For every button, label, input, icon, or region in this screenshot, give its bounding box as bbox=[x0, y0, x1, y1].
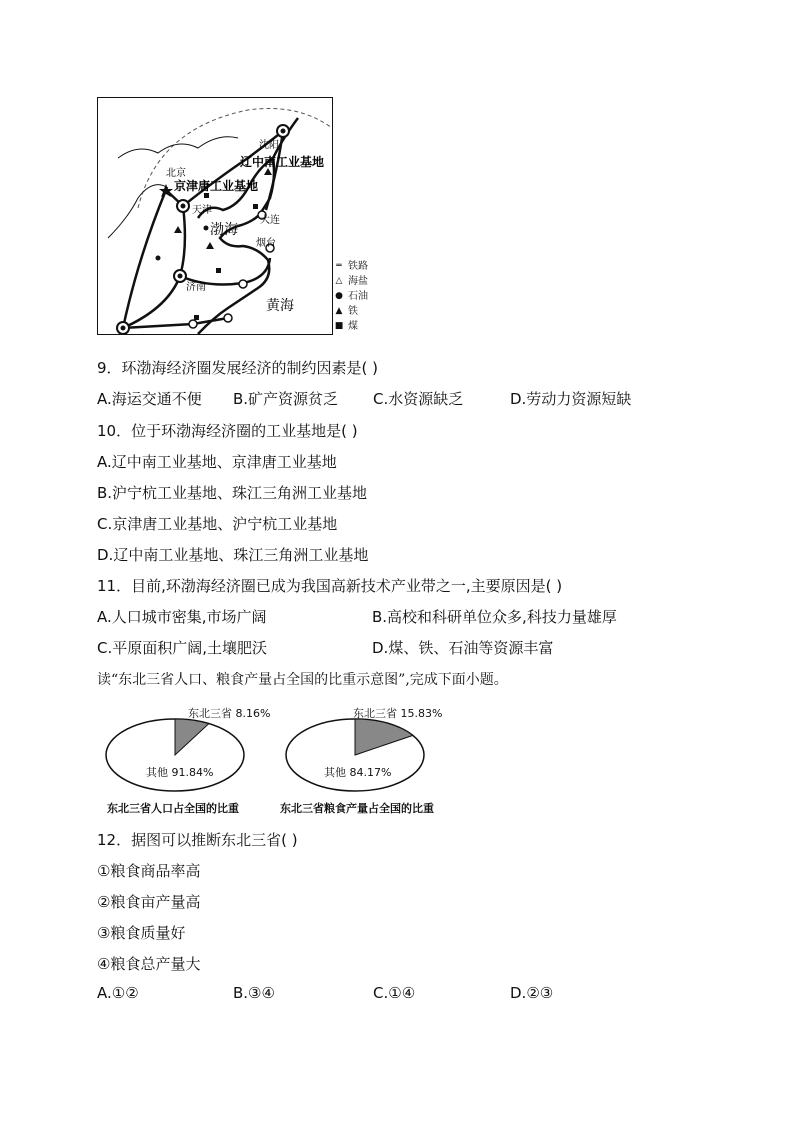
q12-option-a[interactable]: A.①② bbox=[97, 984, 139, 1002]
coal-icon bbox=[204, 193, 209, 198]
q11-option-b[interactable]: B.高校和科研单位众多,科技力量雄厚 bbox=[372, 608, 617, 626]
pie-2-slice-label: 东北三省 15.83% bbox=[353, 707, 443, 720]
pie-2-rest-label: 其他 84.17% bbox=[324, 766, 392, 779]
question-12-stem: 12．据图可以推断东北三省( ) bbox=[97, 831, 298, 849]
oil-icon bbox=[156, 256, 161, 261]
map-label-jingjintang: 京津唐工业基地 bbox=[174, 179, 259, 193]
coal-icon bbox=[253, 204, 258, 209]
map-label-liaozhongnan: 辽中南工业基地 bbox=[240, 155, 325, 169]
pie-2-caption: 东北三省粮食产量占全国的比重 bbox=[280, 802, 434, 815]
city-marker bbox=[281, 129, 286, 134]
map-label-shenyang: 沈阳 bbox=[259, 140, 279, 151]
q9-option-d[interactable]: D.劳动力资源短缺 bbox=[510, 390, 632, 408]
q12-option-c[interactable]: C.①④ bbox=[373, 984, 416, 1002]
figure-intro: 读“东北三省人口、粮食产量占全国的比重示意图”,完成下面小题。 bbox=[97, 672, 508, 688]
question-10-stem: 10．位于环渤海经济圈的工业基地是( ) bbox=[97, 422, 358, 440]
question-11-stem: 11．目前,环渤海经济圈已成为我国高新技术产业带之一,主要原因是( ) bbox=[97, 577, 563, 595]
q9-option-a[interactable]: A.海运交通不便 bbox=[97, 390, 202, 408]
coal-icon bbox=[194, 315, 199, 320]
question-9-stem: 9．环渤海经济圈发展经济的制约因素是( ) bbox=[97, 359, 379, 377]
q10-option-d[interactable]: D.辽中南工业基地、珠江三角洲工业基地 bbox=[97, 546, 369, 564]
q11-option-c[interactable]: C.平原面积广阔,土壤肥沃 bbox=[97, 639, 268, 657]
q10-option-b[interactable]: B.沪宁杭工业基地、珠江三角洲工业基地 bbox=[97, 484, 368, 502]
railway bbox=[123, 190, 183, 328]
city-marker bbox=[178, 274, 183, 279]
q10-option-c[interactable]: C.京津唐工业基地、沪宁杭工业基地 bbox=[97, 515, 338, 533]
map-drawing bbox=[98, 98, 332, 334]
legend-label: 铁 bbox=[348, 306, 358, 317]
q12-statement-2: ②粮食亩产量高 bbox=[97, 893, 201, 911]
coal-icon: ■ bbox=[334, 321, 344, 331]
q9-option-b[interactable]: B.矿产资源贫乏 bbox=[233, 390, 339, 408]
map-label-beijing: 北京 bbox=[166, 168, 186, 179]
pie-1-slice-label: 东北三省 8.16% bbox=[188, 707, 271, 720]
bohai-region-map bbox=[97, 97, 333, 335]
map-label-huanghai: 黄海 bbox=[266, 298, 294, 314]
oil-icon bbox=[204, 226, 209, 231]
sea-salt-icon: △ bbox=[335, 276, 343, 286]
legend-item-coal bbox=[334, 319, 368, 334]
oil-icon: ● bbox=[335, 291, 343, 301]
iron-icon bbox=[174, 226, 182, 233]
city-marker bbox=[189, 320, 197, 328]
q11-option-d[interactable]: D.煤、铁、石油等资源丰富 bbox=[372, 639, 554, 657]
iron-icon bbox=[206, 242, 214, 249]
coal-icon bbox=[216, 268, 221, 273]
pie-1-caption: 东北三省人口占全国的比重 bbox=[107, 802, 239, 815]
q12-statement-3: ③粮食质量好 bbox=[97, 924, 186, 942]
q12-option-b[interactable]: B.③④ bbox=[233, 984, 275, 1002]
q12-statement-1: ①粮食商品率高 bbox=[97, 862, 201, 880]
iron-icon bbox=[264, 168, 272, 175]
city-marker bbox=[181, 204, 186, 209]
city-marker bbox=[239, 280, 247, 288]
legend-label: 石油 bbox=[348, 291, 368, 302]
map-label-yantai: 烟台 bbox=[256, 238, 276, 249]
iron-icon: ▲ bbox=[335, 306, 343, 316]
river-line bbox=[108, 185, 168, 238]
map-label-tianjin: 天津 bbox=[192, 205, 212, 216]
legend-label: 海盐 bbox=[348, 276, 368, 287]
railway-icon: ═ bbox=[336, 261, 342, 271]
map-label-jinan: 济南 bbox=[186, 282, 206, 293]
q9-option-c[interactable]: C.水资源缺乏 bbox=[373, 390, 464, 408]
legend-item-railway bbox=[334, 259, 368, 274]
city-marker bbox=[121, 326, 126, 331]
q10-option-a[interactable]: A.辽中南工业基地、京津唐工业基地 bbox=[97, 453, 337, 471]
legend-item-iron bbox=[334, 304, 368, 319]
legend-label: 煤 bbox=[348, 321, 358, 332]
city-marker bbox=[224, 314, 232, 322]
railway bbox=[180, 258, 270, 284]
map-label-dalian: 大连 bbox=[260, 215, 280, 226]
map-label-bohai: 渤海 bbox=[210, 222, 238, 238]
legend-item-sea-salt bbox=[334, 274, 368, 289]
legend-item-oil bbox=[334, 289, 368, 304]
q12-statement-4: ④粮食总产量大 bbox=[97, 955, 201, 973]
map-legend bbox=[334, 259, 368, 334]
q12-option-d[interactable]: D.②③ bbox=[510, 984, 554, 1002]
legend-label: 铁路 bbox=[348, 261, 368, 272]
q11-option-a[interactable]: A.人口城市密集,市场广阔 bbox=[97, 608, 267, 626]
pie-1-rest-label: 其他 91.84% bbox=[146, 766, 214, 779]
border-line bbox=[118, 137, 238, 158]
